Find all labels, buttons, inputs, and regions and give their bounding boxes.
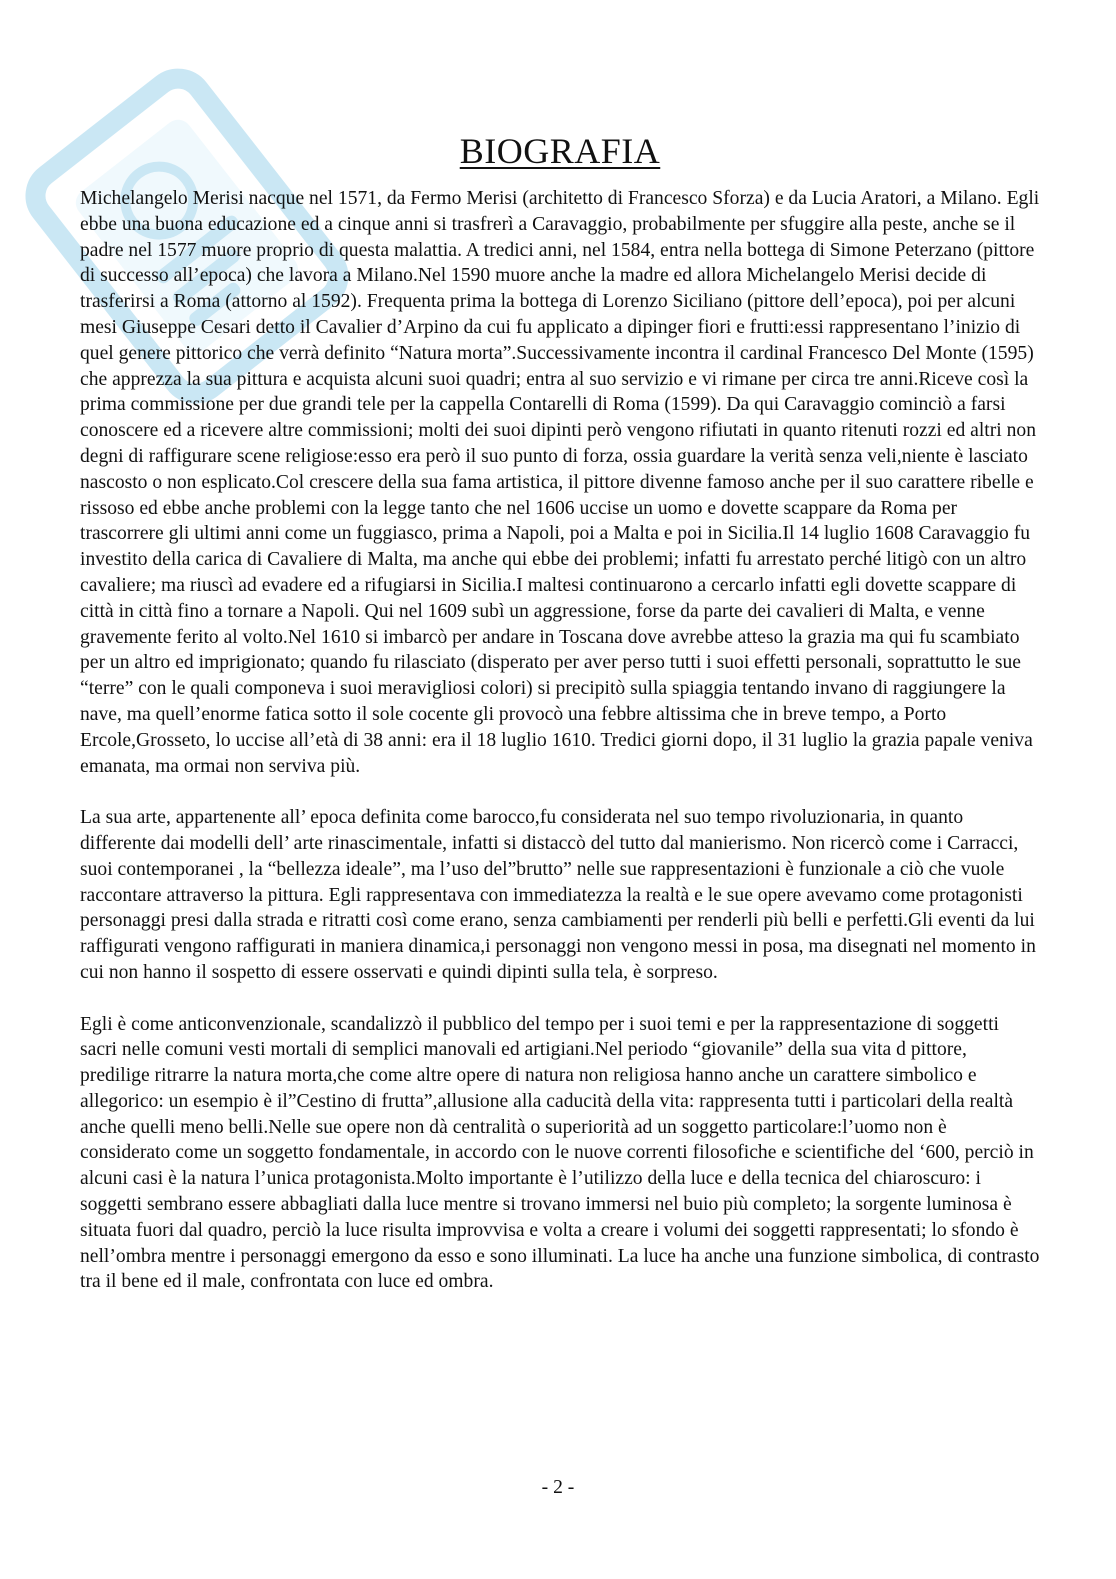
page-number: - 2 - [541, 1477, 575, 1498]
paragraph-themes-light: Egli è come anticonvenzionale, scandalizzò il pubblico del tempo per i suoi temi e per la rappresentazione di soggetti sacri nelle comuni vesti mortali di semplici manovali ed artigiani.Nel periodo “giovanile” della sua vita d pittore, predilige ritrarre la natura morta,che come altre opere di natura non religiosa hanno anche un carattere simbolico e allegorico: un esempio è il”Cestino di frutta”,allusione alla caducità della vita: rappresenta tutti i particolari della realtà anche quelli meno belli.Nelle sue opere non dà centralità o superiorità ad un soggetto particolare:l’uomo non è considerato come un soggetto fondamentale, in accordo con le nuove correnti filosofiche e scientifiche del ‘600, perciò in alcuni casi è la natura l’unica protagonista.Molto importante è l’utilizzo della luce e della tecnica del chiaroscuro: i soggetti sembrano essere abbagliati dalla luce mentre si trovano immersi nel buio più completo; la sorgente luminosa è situata fuori dal quadro, perciò la luce risulta improvvisa e volta a creare i volumi dei soggetti rappresentati; lo sfondo è nell’ombra mentre i personaggi emergono da esso e sono illuminati. La luce ha anche una funzione simbolica, di contrasto tra il bene ed il male, confrontata con luce ed ombra. [80, 1013, 1040, 1293]
paragraph-art-style: La sua arte, appartenente all’ epoca definita come barocco,fu considerata nel suo tempo rivoluzionaria, in quanto differente dai modelli dell’ arte rinascimentale, infatti si distaccò del tutto dal manierismo. Non ricercò come i Carracci, suoi contemporanei , la “bellezza ideale”, ma l’uso del”brutto” nelle sue rappresentazioni è funzionale a ciò che vuole raccontare attraverso la pittura. Egli rappresentava con immediatezza la realtà e le sue opere avevamo come protagonisti personaggi presi dalla strada e ritratti così come erano, senza cambiamenti per renderli più belli e perfetti.Gli eventi da lui raffigurati vengono raffigurati in maniera dinamica,i personaggi non vengono messi in posa, ma disegnati nel momento in cui non hanno il sospetto di essere osservati e quindi dipinti sulla tela, è sorpreso. [80, 807, 1036, 983]
page-title: BIOGRAFIA [459, 131, 661, 171]
document-page [80, 130, 1040, 1321]
paragraph-biography: Michelangelo Merisi nacque nel 1571, da Fermo Merisi (architetto di Francesco Sforza) e da Lucia Aratori, a Milano. Egli ebbe una buona educazione ed a cinque anni si trasfrerì a Caravaggio, probabilmente per sfuggire alla peste, anche se il padre nel 1577 muore proprio di questa malattia. A tredici anni, nel 1584, entra nella bottega di Simone Peterzano (pittore di successo all’epoca) che lavora a Milano.Nel 1590 muore anche la madre ed allora Michelangelo Merisi decide di trasferirsi a Roma (attorno al 1592). Frequenta prima la bottega di Lorenzo Siciliano (pittore dell’epoca), poi per alcuni mesi Giuseppe Cesari detto il Cavalier d’Arpino da cui fu applicato a dipinger fiori e frutti:essi rappresentano l’inizio di quel genere pittorico che verrà definito “Natura morta”.Successivamente incontra il cardinal Francesco Del Monte (1595) che apprezza la sua pittura e acquista alcuni suoi quadri; entra al suo servizio e vi rimane per circa tre anni.Riceve così la prima commissione per due grandi tele per la cappella Contarelli di Roma (1599). Da qui Caravaggio cominciò a farsi conoscere ed a ricevere altre commissioni; molti dei suoi dipinti però vengono rifiutati in quanto ritenuti rozzi ed altri non degni di raffigurare scene religiose:esso era però il suo punto di forza, ossia guardare la verità senza veli,niente è lasciato nascosto o non esplicato.Col crescere della sua fama artistica, il pittore divenne famoso anche per il suo carattere ribelle e rissoso ed ebbe anche problemi con la legge tanto che nel 1606 uccise un uomo e dovette scappare da Roma per trascorrere gli ultimi anni come un fuggiasco, prima a Napoli, poi a Malta e poi in Sicilia.Il 14 luglio 1608 Caravaggio fu investito della carica di Cavaliere di Malta, ma anche qui ebbe dei problemi; infatti fu arrestato perché litigò con un altro cavaliere; ma riuscì ad evadere ed a rifugiarsi in Sicilia.I maltesi continuarono a cercarlo infatti egli dovette scappare di città in città fino a tornare a Napoli. Qui nel 1609 subì un aggressione, forse da parte dei cavalieri di Malta, e venne gravemente ferito al volto.Nel 1610 si imbarcò per andare in Toscana dove avrebbe atteso la grazia ma qui fu scambiato per un altro ed imprigionato; quando fu rilasciato (disperato per aver perso tutti i suoi effetti personali, soprattutto le sue “terre” con le quali componeva i suoi meravigliosi colori) si precipitò sulla spiaggia tentando invano di raggiungere la nave, ma quell’enorme fatica sotto il sole cocente gli provocò una febbre altissima che in breve tempo, a Porto Ercole,Grosseto, lo uccise all’età di 38 anni: era il 18 luglio 1610. Tredici giorni dopo, il 31 luglio la grazia papale veniva emanata, ma ormai non serviva più. [80, 188, 1040, 777]
